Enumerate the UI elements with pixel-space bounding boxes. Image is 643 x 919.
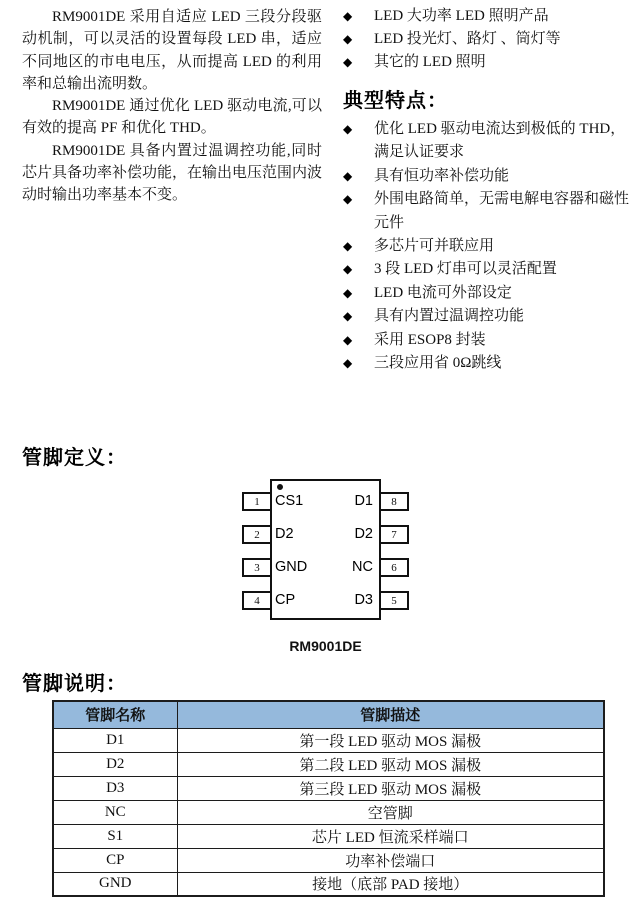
right-pin-number: 6 xyxy=(379,558,409,577)
diamond-bullet-icon: ◆ xyxy=(343,332,353,347)
left-pin-name: CP xyxy=(275,592,296,608)
intro-paragraphs xyxy=(22,6,322,207)
table-header-row xyxy=(53,701,604,728)
right-pin-number: 5 xyxy=(379,591,409,610)
right-pin-name: D1 xyxy=(354,493,373,509)
diamond-bullet-icon: ◆ xyxy=(343,262,353,277)
pin-description-cell: 第二段 LED 驱动 MOS 漏极 xyxy=(177,752,604,776)
left-pin-number: 3 xyxy=(242,558,272,577)
feature-item xyxy=(343,165,635,188)
left-pin-number: 1 xyxy=(242,492,272,511)
pin-name-cell: D1 xyxy=(53,728,177,752)
table-row xyxy=(53,800,604,824)
diamond-bullet-icon: ◆ xyxy=(343,168,353,183)
feature-item xyxy=(343,352,635,375)
feature-item xyxy=(343,282,635,305)
feature-item-label: 外围电路简单，无需电解电容器和磁性元件 xyxy=(374,191,630,231)
feature-item-label: 三段应用省 0Ω跳线 xyxy=(374,355,502,372)
table-row xyxy=(53,824,604,848)
left-pin-name: CS1 xyxy=(275,493,304,509)
pin-definition-heading: 管脚定义： xyxy=(22,447,127,469)
pin-description-cell: 功率补偿端口 xyxy=(177,848,604,872)
intro-paragraph: RM9001DE 通过优化 LED 驱动电流,可以有效的提高 PF 和优化 THD。 xyxy=(22,98,322,137)
right-pin-boxes xyxy=(379,492,409,610)
right-pin-number: 7 xyxy=(379,525,409,544)
pin1-indicator-icon xyxy=(277,484,283,490)
table-row xyxy=(53,728,604,752)
right-pin-labels xyxy=(303,492,377,610)
left-pin-number: 2 xyxy=(242,525,272,544)
feature-item xyxy=(343,118,635,165)
feature-item xyxy=(343,235,635,258)
diamond-bullet-icon: ◆ xyxy=(343,239,353,254)
application-item-label: 其它的 LED 照明 xyxy=(374,54,486,70)
diamond-bullet-icon: ◆ xyxy=(343,32,353,46)
intro-paragraph: RM9001DE 具备内置过温调控功能,同时芯片具备功率补偿功能，在输出电压范围内波动时输出功率基本不变。 xyxy=(22,142,323,204)
applications-list xyxy=(343,5,631,74)
diamond-bullet-icon: ◆ xyxy=(343,55,353,69)
pin-name-cell: NC xyxy=(53,800,177,824)
intro-paragraph: RM9001DE 采用自适应 LED 三段分段驱动机制，可以灵活的设置每段 LED 串，适应不同地区的市电电压，从而提高 LED 的利用率和总输出流明数。 xyxy=(22,9,322,92)
feature-item xyxy=(343,188,635,235)
pin-description-heading: 管脚说明： xyxy=(22,673,127,695)
pin-name-cell: GND xyxy=(53,872,177,896)
application-item xyxy=(343,5,631,28)
diamond-bullet-icon: ◆ xyxy=(343,356,353,371)
feature-item-label: 多芯片可并联应用 xyxy=(374,238,495,255)
table-row xyxy=(53,752,604,776)
table-row xyxy=(53,776,604,800)
left-pin-name: GND xyxy=(275,559,308,575)
feature-item-label: 优化 LED 驱动电流达到极低的 THD，满足认证要求 xyxy=(374,121,626,161)
right-pin-name: NC xyxy=(352,559,373,575)
feature-item xyxy=(343,329,635,352)
diamond-bullet-icon: ◆ xyxy=(343,192,353,207)
left-pin-name: D2 xyxy=(275,526,294,542)
feature-item-label: 采用 ESOP8 封装 xyxy=(374,331,486,348)
right-pin-name: D3 xyxy=(354,592,373,608)
right-pin-number: 8 xyxy=(379,492,409,511)
table-header-cell: 管脚名称 xyxy=(53,701,177,728)
diamond-bullet-icon: ◆ xyxy=(343,9,353,23)
right-pin-name: D2 xyxy=(354,526,373,542)
chip-part-number: RM9001DE xyxy=(289,638,362,654)
feature-item-label: 3 段 LED 灯串可以灵活配置 xyxy=(374,261,557,278)
pin-description-cell: 芯片 LED 恒流采样端口 xyxy=(177,824,604,848)
pin-description-cell: 空管脚 xyxy=(177,800,604,824)
diamond-bullet-icon: ◆ xyxy=(343,285,353,300)
pin-name-cell: D3 xyxy=(53,776,177,800)
pin-description-cell: 第三段 LED 驱动 MOS 漏极 xyxy=(177,776,604,800)
pin-name-cell: S1 xyxy=(53,824,177,848)
application-item xyxy=(343,28,631,51)
diamond-bullet-icon: ◆ xyxy=(343,122,353,136)
application-item-label: LED 大功率 LED 照明产品 xyxy=(374,8,549,24)
diamond-bullet-icon: ◆ xyxy=(343,309,353,324)
pin-name-cell: CP xyxy=(53,848,177,872)
pin-description-cell: 接地（底部 PAD 接地） xyxy=(177,872,604,896)
feature-item-label: 具有内置过温调控功能 xyxy=(374,308,525,325)
feature-item xyxy=(343,258,635,281)
table-header-cell: 管脚描述 xyxy=(177,701,604,728)
feature-item-label: LED 电流可外部设定 xyxy=(374,284,512,301)
table-row xyxy=(53,872,604,896)
left-pin-number: 4 xyxy=(242,591,272,610)
feature-item-label: 具有恒功率补偿功能 xyxy=(374,167,510,184)
application-item-label: LED 投光灯、路灯 、筒灯等 xyxy=(374,31,561,47)
features-heading: 典型特点： xyxy=(343,90,448,112)
application-item xyxy=(343,51,631,74)
pin-description-table xyxy=(52,700,605,897)
left-pin-boxes xyxy=(242,492,272,610)
feature-item xyxy=(343,305,635,328)
pin-description-cell: 第一段 LED 驱动 MOS 漏极 xyxy=(177,728,604,752)
table-row xyxy=(53,848,604,872)
pin-name-cell: D2 xyxy=(53,752,177,776)
features-list xyxy=(343,118,635,375)
